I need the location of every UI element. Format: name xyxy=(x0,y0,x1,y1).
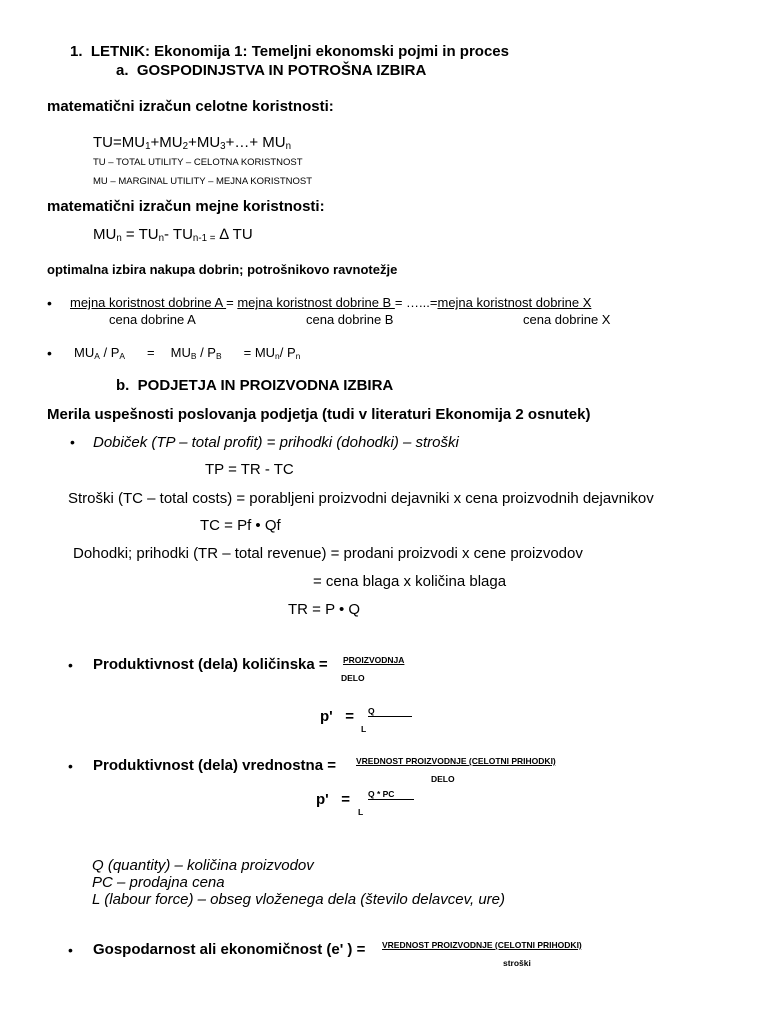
bullet: • xyxy=(70,434,75,450)
bullet: • xyxy=(68,657,73,673)
ratio-den-x: cena dobrine X xyxy=(523,312,611,327)
productivity-quantity-label: Produktivnost (dela) količinska = xyxy=(93,656,328,673)
productivity-quantity-numerator: PROIZVODNJA xyxy=(343,655,405,665)
tu-formula: $TU=MU_1+MU_2+MU_3+\dots+ MU_n$ xyxy=(93,134,292,152)
tc-equation: TC = Pf • Qf xyxy=(200,517,281,534)
mu-note: MU – MARGINAL UTILITY – MEJNA KORISTNOST xyxy=(93,176,313,187)
economy-label: Gospodarnost ali ekonomičnost (e' ) = xyxy=(93,941,366,958)
profit-definition: Dobiček (TP – total profit) = prihodki (dohodki) – stroški xyxy=(93,434,459,451)
pv-label: p' = xyxy=(316,791,350,808)
bullet: • xyxy=(47,345,52,361)
mu-formula: $MU_n = TU_n-$ $TU_{n-1 =}$ ∆ TU xyxy=(93,226,253,244)
pv-numerator: Q * PC xyxy=(368,790,414,800)
tp-equation: TP = TR - TC xyxy=(205,461,294,478)
section-optimal-choice-title: optimalna izbira nakupa dobrin; potrošnikovo ravnotežje xyxy=(47,262,398,277)
section-marginal-utility-title: matematični izračun mejne koristnosti: xyxy=(47,198,325,215)
heading-1: 1. LETNIK: Ekonomija 1: Temeljni ekonomski pojmi in proces xyxy=(70,43,509,60)
bullet: • xyxy=(68,758,73,774)
bullet: • xyxy=(68,942,73,958)
legend-q: Q (quantity) – količina proizvodov xyxy=(92,857,314,874)
revenue-definition: Dohodki; prihodki (TR – total revenue) = prodani proizvodi x cene proizvodov xyxy=(73,545,583,562)
pv-denominator: L xyxy=(358,807,364,817)
legend-pc: PC – prodajna cena xyxy=(92,874,225,891)
economy-denominator: stroški xyxy=(503,958,531,968)
ratio-den-a: cena dobrine A xyxy=(109,312,196,327)
section-performance-title: Merila uspešnosti poslovanja podjetja (tudi v literaturi Ekonomija 2 osnutek) xyxy=(47,406,591,423)
productivity-quantity-denominator: DELO xyxy=(341,673,365,683)
heading-1a: a. GOSPODINJSTVA IN POTROŠNA IZBIRA xyxy=(116,62,427,79)
revenue-definition-2: = cena blaga x količina blaga xyxy=(313,573,507,590)
ratio-numerators: mejna koristnost dobrine A = mejna koristnost dobrine B = …...=mejna koristnost dobrine X xyxy=(70,295,592,310)
tu-note: TU – TOTAL UTILITY – CELOTNA KORISTNOST xyxy=(93,157,303,168)
productivity-value-denominator: DELO xyxy=(431,774,455,784)
pq-denominator: L xyxy=(361,724,367,734)
productivity-value-label: Produktivnost (dela) vrednostna = xyxy=(93,757,336,774)
ratio-den-b: cena dobrine B xyxy=(306,312,394,327)
heading-1b: b. PODJETJA IN PROIZVODNA IZBIRA xyxy=(116,377,394,394)
section-total-utility-title: matematični izračun celotne koristnosti: xyxy=(47,98,334,115)
legend-l: L (labour force) – obseg vloženega dela (število delavcev, ure) xyxy=(92,891,506,908)
productivity-value-numerator: VREDNOST PROIZVODNJE (CELOTNI PRIHODKI) xyxy=(356,756,556,766)
economy-numerator: VREDNOST PROIZVODNJE (CELOTNI PRIHODKI) xyxy=(382,940,582,950)
pq-numerator: Q xyxy=(368,707,412,717)
bullet: • xyxy=(47,295,52,311)
tr-equation: TR = P • Q xyxy=(288,601,361,618)
pq-label: p' = xyxy=(320,708,354,725)
costs-definition: Stroški (TC – total costs) = porabljeni proizvodni dejavniki x cena proizvodnih dejavnikov xyxy=(68,490,654,507)
mu-price-equation: $MU_A / P_A = MU_B / P_B = MU_n/$ $P_n$ xyxy=(74,345,301,361)
